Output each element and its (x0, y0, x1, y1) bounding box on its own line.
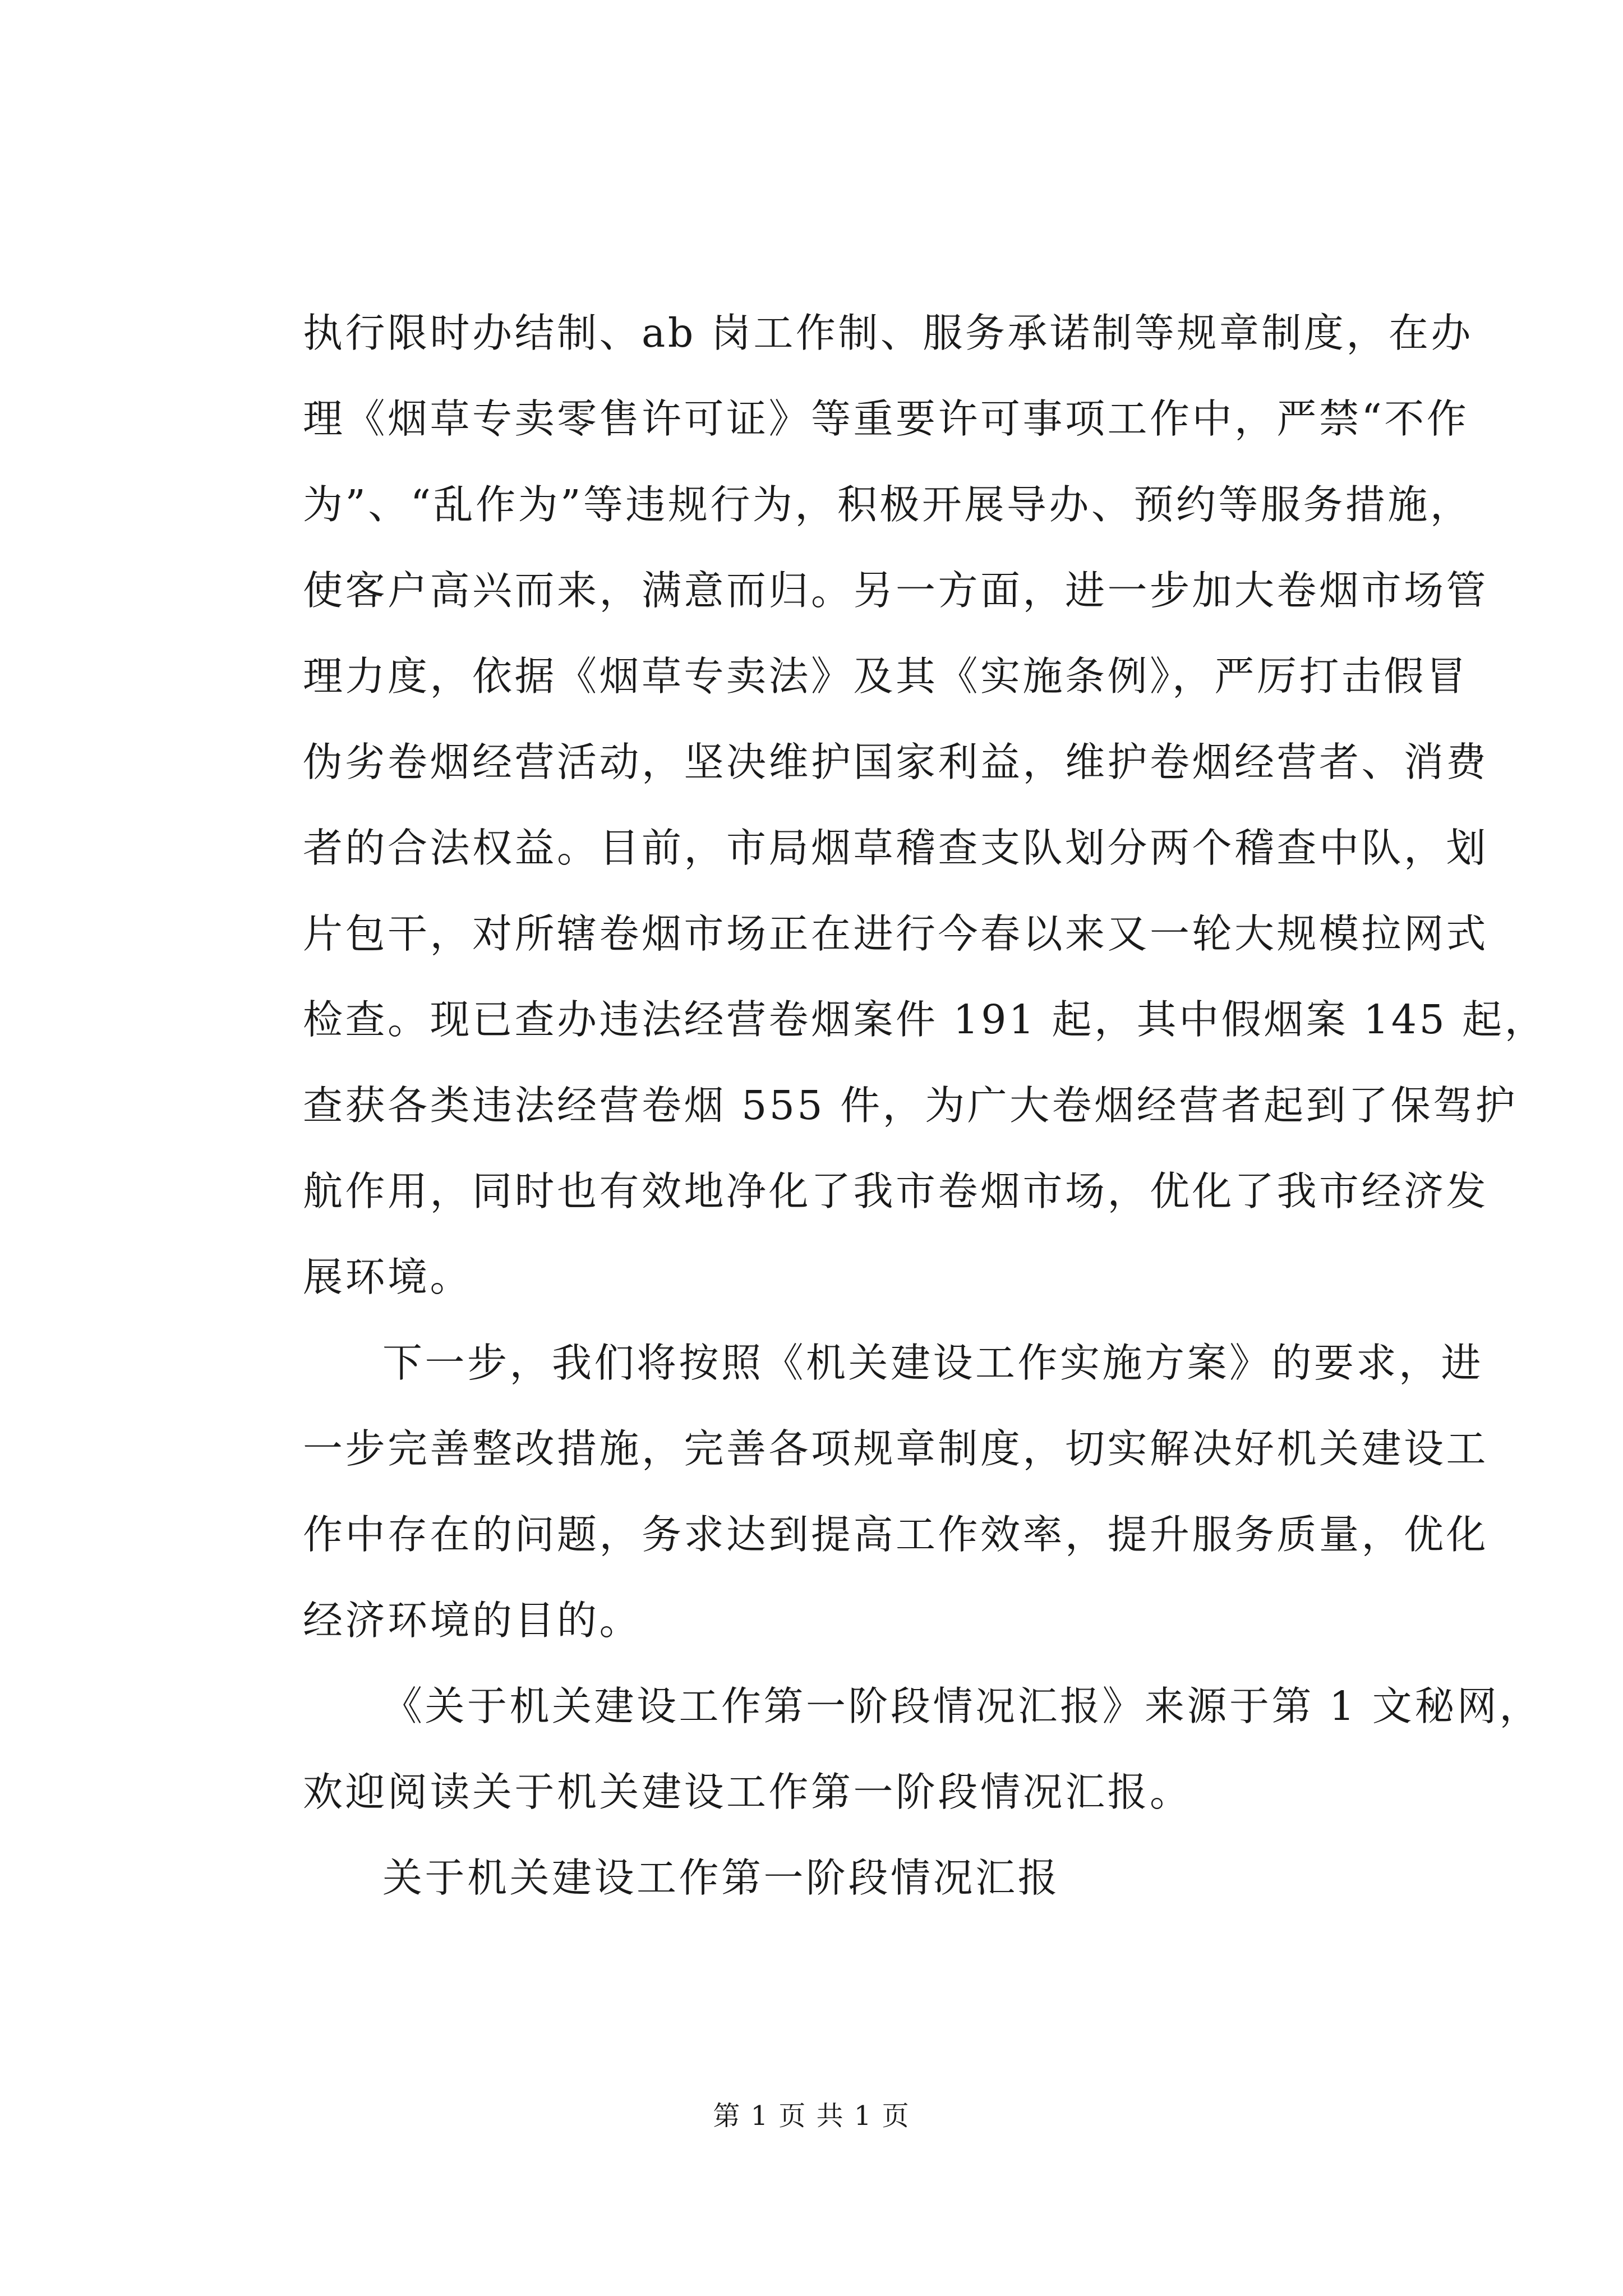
body-text-line: 一步完善整改措施，完善各项规章制度，切实解决好机关建设工 (303, 1425, 1489, 1472)
body-text-line: 执行限时办结制、ab 岗工作制、服务承诺制等规章制度，在办 (303, 310, 1473, 356)
body-text-line: 检查。现已查办违法经营卷烟案件 191 起，其中假烟案 145 起， (303, 996, 1547, 1043)
source-note-line: 《关于机关建设工作第一阶段情况汇报》来源于第 1 文秘网， (382, 1683, 1542, 1729)
body-text-line: 理《烟草专卖零售许可证》等重要许可事项工作中，严禁“不作 (303, 395, 1469, 442)
body-text-line: 者的合法权益。目前，市局烟草稽查支队划分两个稽查中队，划 (303, 825, 1489, 871)
body-text-line: 片包干，对所辖卷烟市场正在进行今春以来又一轮大规模拉网式 (303, 910, 1489, 957)
body-text-line: 下一步，我们将按照《机关建设工作实施方案》的要求，进 (382, 1340, 1484, 1386)
body-text-line: 展环境。 (303, 1254, 473, 1300)
body-text-line: 伪劣卷烟经营活动，坚决维护国家利益，维护卷烟经营者、消费 (303, 739, 1489, 785)
document-title-line: 关于机关建设工作第一阶段情况汇报 (382, 1855, 1061, 1901)
page-footer: 第 1 页 共 1 页 (713, 2100, 910, 2132)
body-text-line: 航作用，同时也有效地净化了我市卷烟市场，优化了我市经济发 (303, 1168, 1489, 1214)
body-text-line: 查获各类违法经营卷烟 555 件，为广大卷烟经营者起到了保驾护 (303, 1082, 1518, 1129)
body-text-line: 使客户高兴而来，满意而归。另一方面，进一步加大卷烟市场管 (303, 567, 1489, 614)
body-text-line: 理力度，依据《烟草专卖法》及其《实施条例》，严厉打击假冒 (303, 653, 1469, 700)
source-note-line: 欢迎阅读关于机关建设工作第一阶段情况汇报。 (303, 1769, 1192, 1815)
body-text-line: 作中存在的问题，务求达到提高工作效率，提升服务质量，优化 (303, 1511, 1489, 1558)
body-text-line: 为”、“乱作为”等违规行为，积极开展导办、预约等服务措施， (303, 481, 1473, 528)
body-text-line: 经济环境的目的。 (303, 1597, 642, 1644)
